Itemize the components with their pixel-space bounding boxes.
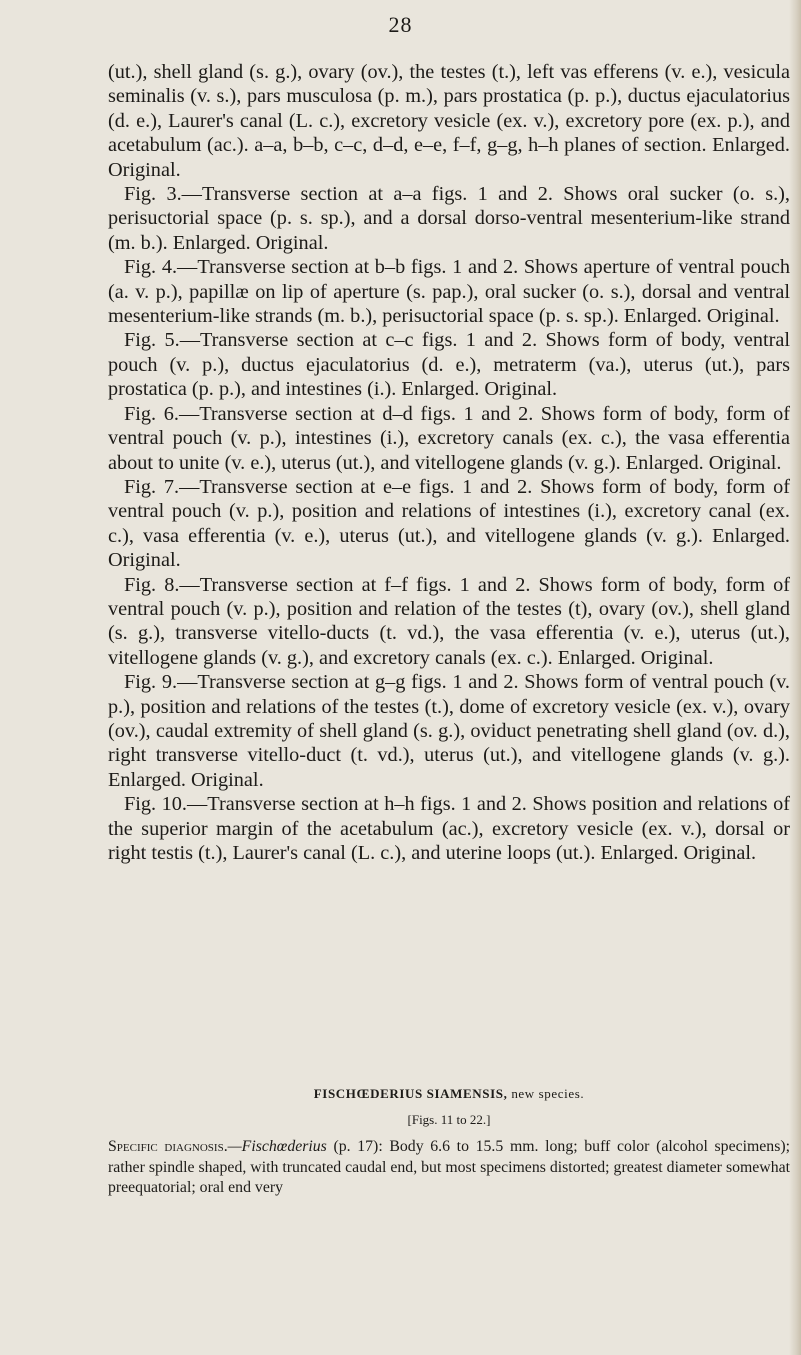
paragraph-fig-5: Fig. 5.—Transverse section at c–c figs. 1 and 2. Shows form of body, ventral pouch (v. p.), ductus ejaculatorius (d. e.), metraterm (va.), uterus (ut.), pars prostatica (p. p.), and intestines (i.). Enlarged. Original. xyxy=(108,329,790,401)
paragraph-fig-10: Fig. 10.—Transverse section at h–h figs. 1 and 2. Shows position and relations of the superior margin of the acetabulum (ac.), excretory vesicle (ex. v.), dorsal or right testis (t.), Laurer's canal (L. c.), and uterine loops (ut.). Enlarged. Original. xyxy=(108,793,790,864)
diagnosis-genus: —Fischœderius xyxy=(227,1138,327,1155)
species-name: FISCHŒDERIUS SIAMENSIS, xyxy=(313,1086,508,1101)
figure-explanations xyxy=(108,60,790,865)
page-edge-shadow xyxy=(789,0,801,1355)
specific-diagnosis xyxy=(108,1137,790,1199)
paragraph-fig-6: Fig. 6.—Transverse section at d–d figs. 1 and 2. Shows form of body, form of ventral pouch (v. p.), intestines (i.), excretory canals (ex. c.), the vasa efferentia about to unite (v. e.), uterus (ut.), and vitellogene glands (v. g.). Enlarged. Original. xyxy=(108,402,790,474)
paragraph-fig-8: Fig. 8.—Transverse section at f–f figs. 1 and 2. Shows form of body, form of ventral pouch (v. p.), position and relation of the testes (t), ovary (ov.), shell gland (s. g.), transverse vitello-ducts (t. vd.), the vasa efferentia (v. e.), uterus (ut.), vitellogene glands (v. g.), and excretory canals (ex. c.). Enlarged. Original. xyxy=(108,573,790,669)
diagnosis-text: (p. 17): Body 6.6 to 15.5 mm. long; buff color (alcohol specimens); rather spindle shaped, with truncated caudal end, but most specimens distorted; greatest diameter somewhat preequatorial; oral end very xyxy=(108,1138,790,1196)
paragraph-fig-4: Fig. 4.—Transverse section at b–b figs. 1 and 2. Shows aperture of ventral pouch (a. v. p.), papillæ on lip of aperture (s. pap.), oral sucker (o. s.), dorsal and ventral mesenterium-like strands (m. b.), perisuctorial space (p. s. sp.). Enlarged. Original. xyxy=(108,256,790,328)
species-heading xyxy=(108,1086,790,1102)
species-note: new species. xyxy=(511,1086,585,1101)
diagnosis-label: Specific diagnosis. xyxy=(108,1138,228,1155)
page-number: 28 xyxy=(388,12,413,37)
paragraph-fig-3: Fig. 3.—Transverse section at a–a figs. 1 and 2. Shows oral sucker (o. s.), perisuctorial space (p. s. sp.), and a dorsal dorso-ventral mesenterium-like strand (m. b.). Enlarged. Original. xyxy=(108,183,790,254)
figures-reference: [Figs. 11 to 22.] xyxy=(407,1112,491,1127)
paragraph-fig-7: Fig. 7.—Transverse section at e–e figs. 1 and 2. Shows form of body, form of ventral pouch (v. p.), position and relations of intestines (i.), excretory canal (ex. c.), vasa efferentia (v. e.), uterus (ut.), and vitellogene glands (v. g.). Enlarged. Original. xyxy=(108,475,790,572)
paragraph-continued: (ut.), shell gland (s. g.), ovary (ov.), the testes (t.), left vas efferens (v. e.), vesicula seminalis (v. s.), pars musculosa (p. m.), pars prostatica (p. p.), ductus ejaculatorius (d. e.), Laurer's canal (L. c.), excretory vesicle (ex. v.), excretory pore (ex. p.), and acetabulum (ac.). a–a, b–b, c–c, d–d, e–e, f–f, g–g, h–h planes of section. Enlarged. Original. xyxy=(108,61,790,181)
paragraph-fig-9: Fig. 9.—Transverse section at g–g figs. 1 and 2. Shows form of ventral pouch (v. p.), position and relations of the testes (t.), dome of excretory vesicle (ex. v.), ovary (ov.), caudal extremity of shell gland (s. g.), oviduct penetrating shell gland (ov. d.), right transverse vitello-duct (t. vd.), uterus (ut.), and vitellogene glands (v. g.). Enlarged. Original. xyxy=(108,671,790,791)
